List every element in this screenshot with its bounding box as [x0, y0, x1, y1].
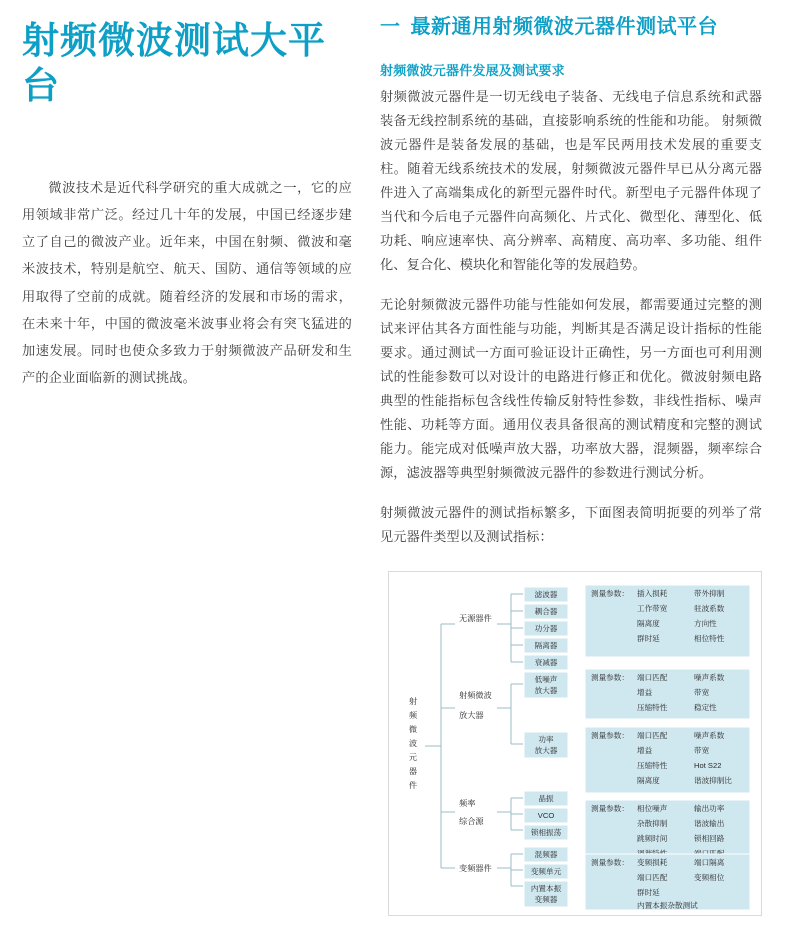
- item-label: 功率: [538, 735, 554, 744]
- param-title: 测量参数：: [591, 673, 629, 682]
- param-c1: 杂散抑制: [637, 819, 668, 828]
- branch-connector-1: [497, 684, 523, 744]
- param-c1: 群时延: [637, 634, 660, 643]
- item-label: 变频器: [534, 895, 558, 904]
- left-column: [22, 18, 352, 404]
- param-c2: 噪声系数: [694, 731, 725, 740]
- param-c1: 内置本振杂散测试: [637, 901, 698, 910]
- param-c1: 隔离度: [637, 776, 660, 785]
- param-c2: 噪声系数: [694, 673, 725, 682]
- item-label: 衰减器: [534, 658, 558, 667]
- branch-label-2a: 频率: [459, 799, 476, 808]
- param-c2: 谐波抑制比: [694, 776, 732, 785]
- branch-label-1a: 射频微波: [459, 691, 492, 700]
- param-c2: 方向性: [694, 619, 717, 628]
- branch-amplifier: [459, 669, 750, 793]
- item-label: 混频器: [534, 850, 558, 859]
- section-heading: [380, 12, 762, 42]
- param-c2: 锁相回路: [694, 834, 725, 843]
- param-c2: 带外抑制: [694, 589, 725, 598]
- param-c2: 变频相位: [694, 873, 725, 882]
- item-label: 晶振: [538, 794, 554, 803]
- branch-passive: [459, 585, 750, 670]
- param-c1: 工作带宽: [637, 604, 668, 613]
- branch-converter: [459, 847, 750, 910]
- branch-label-2b: 综合源: [459, 817, 484, 826]
- item-label: 滤波器: [534, 590, 558, 599]
- param-c2: Hot S22: [694, 761, 722, 770]
- param-c1: 相位噪声: [637, 804, 668, 813]
- param-c1: 增益: [637, 688, 653, 697]
- param-c1: 端口匹配: [637, 731, 668, 740]
- param-title: 测量参数：: [591, 589, 629, 598]
- param-c2: 谐波输出: [694, 819, 725, 828]
- param-c2: 端口隔离: [694, 858, 725, 867]
- param-c1: 群时延: [637, 888, 660, 897]
- param-c1: 压缩特性: [637, 761, 668, 770]
- item-label: VCO: [537, 811, 555, 820]
- root-connector: [425, 624, 455, 868]
- item-label: 锁相振荡: [530, 828, 562, 837]
- body-paragraph-2: 无论射频微波元器件功能与性能如何发展，都需要通过完整的测试来评估其各方面性能与功能，判断其是否满足设计指标的性能要求。通过测试一方面可验证设计正确性，另一方面也可利用测试的性能参数可以对设计的电路进行修正和优化。微波射频电路典型的性能指标包含线性传输反射特性参数，非线性指标、噪声性能、功耗等方面。通用仪表具备很高的测试精度和完整的测试能力。能完成对低噪声放大器，功率放大器，混频器，频率综合源，滤波器等典型射频微波元器件的参数进行测试分析。: [380, 297, 762, 481]
- param-c1: 端口匹配: [637, 673, 668, 682]
- item-label: 耦合器: [534, 607, 558, 616]
- branch-connector-0: [497, 594, 523, 662]
- param-c1: 端口匹配: [637, 873, 668, 882]
- param-c1: 跳频时间: [637, 834, 668, 843]
- right-column: [380, 12, 762, 565]
- branch-label-0: 无源器件: [459, 614, 492, 623]
- item-label: 放大器: [534, 686, 558, 695]
- item-label: 功分器: [534, 624, 558, 633]
- intro-paragraph: 微波技术是近代科学研究的重大成就之一，它的应用领域非常广泛。经过几十年的发展，中国已经逐步建立了自己的微波产业。近年来，中国在射频、微波和毫米波技术，特别是航空、航天、国防、通信等领域的应用取得了空前的成就。随着经济的发展和市场的需求，在未来十年，中国的微波毫米波事业将会有突飞猛进的加速发展。同时也使众多致力于射频微波产品研发和生产的企业面临新的测试挑战。: [22, 180, 352, 385]
- item-label: 隔离器: [534, 641, 558, 650]
- section-title: 最新通用射频微波元器件测试平台: [410, 16, 718, 38]
- page-title: 射频微波测试大平台: [22, 20, 326, 107]
- diagram-root-label: [409, 696, 418, 790]
- root-char-5: 器: [408, 767, 418, 776]
- root-char-0: 射: [408, 697, 418, 706]
- root-char-6: 件: [408, 781, 418, 790]
- root-char-2: 微: [408, 725, 418, 734]
- component-test-diagram: [388, 571, 762, 916]
- param-c2: 稳定性: [694, 703, 717, 712]
- branch-connector-2: [497, 798, 523, 830]
- item-label: 内置本振: [530, 884, 562, 893]
- branch-label-1b: 放大器: [459, 711, 484, 720]
- param-c1: 隔离度: [637, 619, 660, 628]
- root-char-3: 波: [408, 739, 418, 748]
- body-paragraph-3: 射频微波元器件的测试指标繁多，下面图表简明扼要的列举了常见元器件类型以及测试指标：: [380, 505, 762, 545]
- param-c2: 相位特性: [694, 634, 725, 643]
- param-c1: 压缩特性: [637, 703, 668, 712]
- section-number: 一: [380, 16, 401, 38]
- param-c1: 增益: [637, 746, 653, 755]
- param-title: 测量参数：: [591, 731, 629, 740]
- item-label: 变频单元: [530, 867, 562, 876]
- body-paragraph-1: 射频微波元器件是一切无线电子装备、无线电子信息系统和武器装备无线控制系统的基础，直接影响系统的性能和功能。 射频微波元器件是装备发展的基础，也是军民两用技术发展的重要支柱。随着无线系统技术的发展，射频微波元器件早已从分离元器件进入了高端集成化的新型元器件时代。新型电子元器件体现了当代和今后电子元器件向高频化、片式化、微型化、薄型化、低功耗、响应速率快、高分辨率、高精度、高功率、多功能、组件化、复合化、模块化和智能化等的发展趋势。: [380, 89, 762, 273]
- item-label: 低噪声: [534, 675, 558, 684]
- sub-heading: 射频微波元器件发展及测试要求: [380, 63, 565, 78]
- param-c1: 变频损耗: [637, 858, 668, 867]
- item-label: 放大器: [534, 746, 558, 755]
- param-c2: 输出功率: [694, 804, 725, 813]
- branch-connector-3: [497, 854, 523, 886]
- branch-label-3: 变频器件: [459, 864, 492, 873]
- param-title: 测量参数：: [591, 804, 629, 813]
- root-char-1: 频: [408, 711, 418, 720]
- param-c2: 驻波系数: [694, 604, 725, 613]
- param-c2: 带宽: [694, 688, 710, 697]
- param-c1: 插入损耗: [637, 589, 668, 598]
- param-c2: 带宽: [694, 746, 710, 755]
- param-title: 测量参数：: [591, 858, 629, 867]
- root-char-4: 元: [408, 753, 418, 762]
